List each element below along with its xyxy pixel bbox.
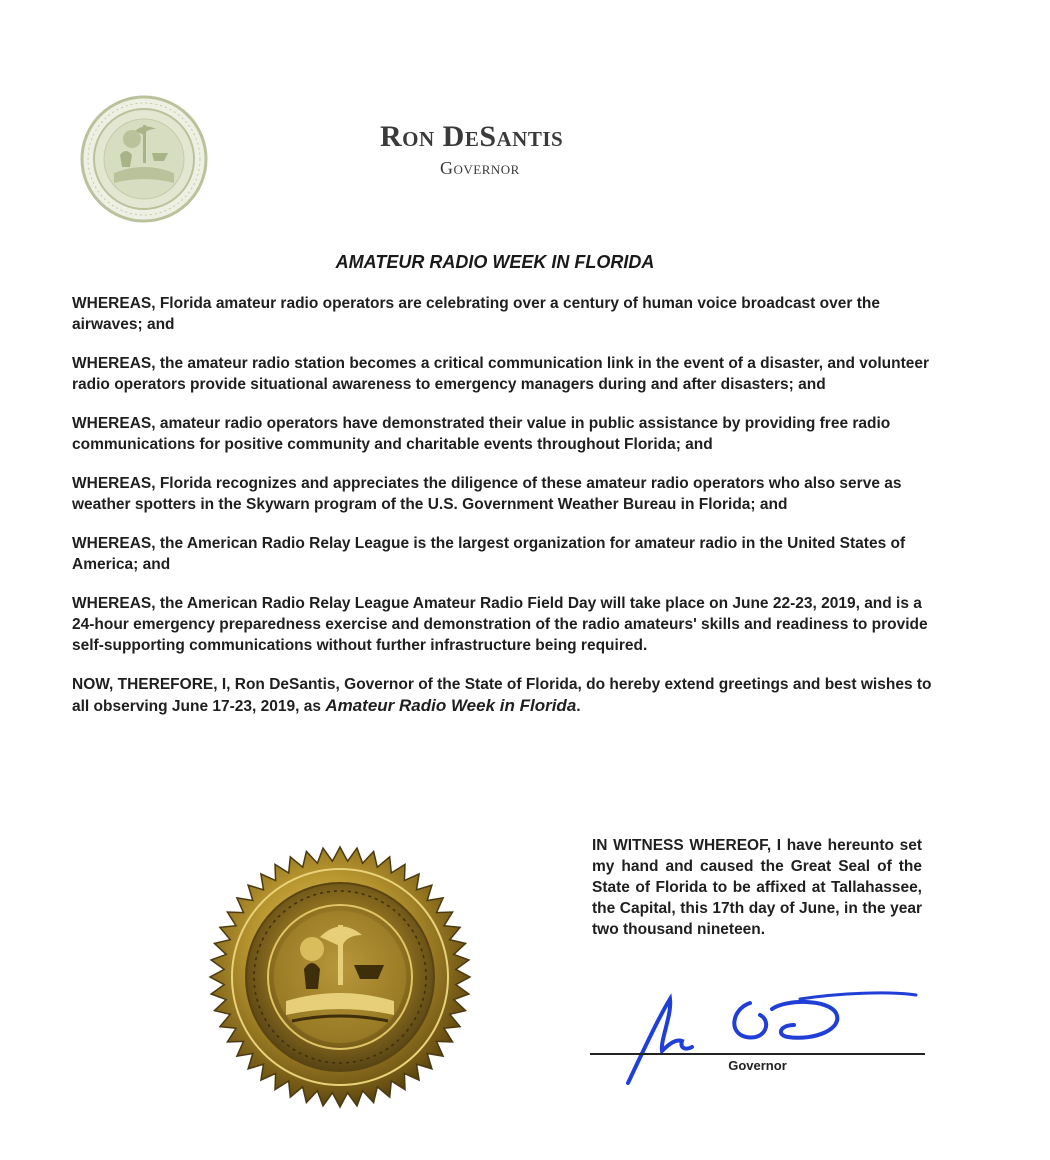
great-seal-icon bbox=[208, 845, 472, 1109]
governor-title: Governor bbox=[440, 158, 520, 178]
whereas-clause: WHEREAS, the American Radio Relay League is the largest organization for amateur radio in the United States of America; and bbox=[72, 535, 906, 573]
signature-caption: Governor bbox=[728, 1058, 787, 1073]
now-therefore-clause bbox=[72, 674, 942, 717]
governor-signature bbox=[600, 985, 930, 1095]
whereas-clause: WHEREAS, the American Radio Relay League Amateur Radio Field Day will take place on June 22-23, 2019, and is a 24-hour emergency preparedness exercise and demonstration of the radio amateurs' skills and readiness to provide self-supporting communications without further infrastructure being required. bbox=[72, 595, 928, 654]
witness-clause: IN WITNESS WHEREOF, I have hereunto set my hand and caused the Great Seal of the State of Florida to be affixed at Tallahassee, the Capital, this 17th day of June, in the year two thousand nineteen. bbox=[592, 837, 922, 938]
governor-name: Ron DeSantis bbox=[380, 120, 564, 153]
now-therefore-text: NOW, THEREFORE, I, Ron DeSantis, Governor of the State of Florida, do hereby extend greetings and best wishes to all observing June 17-23, 2019, as bbox=[72, 676, 932, 715]
whereas-clause: WHEREAS, Florida recognizes and appreciates the diligence of these amateur radio operators who also serve as weather spotters in the Skywarn program of the U.S. Government Weather Bureau in Florida; and bbox=[72, 475, 902, 513]
proclamation-title: AMATEUR RADIO WEEK IN FLORIDA bbox=[335, 252, 655, 272]
now-therefore-emphasis: Amateur Radio Week in Florida bbox=[325, 696, 577, 715]
whereas-clause: WHEREAS, the amateur radio station becomes a critical communication link in the event of a disaster, and volunteer radio operators provide situational awareness to emergency managers during and after disasters; and bbox=[72, 355, 930, 393]
florida-state-seal-icon bbox=[80, 95, 208, 223]
signature-line bbox=[590, 1053, 925, 1055]
whereas-clause: WHEREAS, Florida amateur radio operators are celebrating over a century of human voice broadcast over the airwaves; and bbox=[72, 295, 880, 333]
proclamation-body bbox=[72, 293, 942, 735]
now-therefore-end: . bbox=[576, 698, 581, 715]
whereas-clause: WHEREAS, amateur radio operators have demonstrated their value in public assistance by providing free radio communications for positive community and charitable events throughout Florida; and bbox=[72, 415, 891, 453]
